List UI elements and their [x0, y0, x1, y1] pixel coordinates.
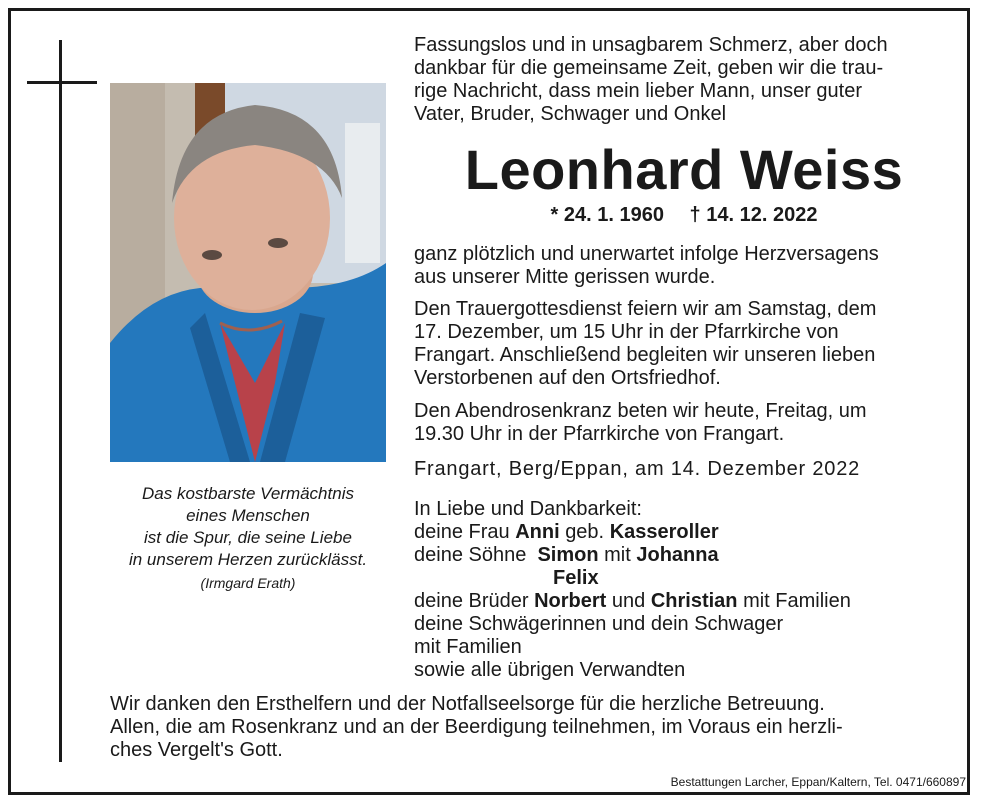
life-dates	[414, 204, 954, 227]
paragraph-line: Den Abendrosenkranz beten wir heute, Freitag, um	[414, 400, 867, 422]
family-inlaws: deine Schwägerinnen und dein Schwager	[414, 613, 784, 635]
intro-line: rige Nachricht, dass mein lieber Mann, unser guter	[414, 80, 862, 102]
paragraph-line: ches Vergelt's Gott.	[110, 739, 283, 761]
paragraph-line: 17. Dezember, um 15 Uhr in der Pfarrkirche von	[414, 321, 839, 343]
portrait-photo	[110, 83, 386, 462]
intro-line: Vater, Bruder, Schwager und Onkel	[414, 103, 727, 125]
intro-line: dankbar für die gemeinsame Zeit, geben wir die trau-	[414, 57, 884, 79]
paragraph-line: Allen, die am Rosenkranz und an der Beerdigung teilnehmen, im Voraus ein herzli-	[110, 716, 843, 738]
death-paragraph	[414, 243, 954, 289]
funeral-home-credit: Bestattungen Larcher, Eppan/Kaltern, Tel. 0471/660897	[670, 775, 966, 789]
intro-line: Fassungslos und in unsagbarem Schmerz, aber doch	[414, 34, 888, 56]
family-son2	[414, 567, 954, 590]
paragraph-line: Verstorbenen auf den Ortsfriedhof.	[414, 367, 721, 389]
quote-line: ist die Spur, die seine Liebe	[144, 528, 352, 547]
son-name: Felix	[553, 567, 599, 589]
paragraph-line: aus unserer Mitte gerissen wurde.	[414, 266, 716, 288]
deceased-name: Leonhard Weiss	[464, 138, 904, 201]
paragraph-line: ganz plötzlich und unerwartet infolge Herzversagens	[414, 243, 879, 265]
wife-name: Anni	[515, 521, 560, 543]
birth-date: * 24. 1. 1960	[550, 204, 664, 226]
paragraph-line: Wir danken den Ersthelfern und der Notfallseelsorge für die herzliche Betreuung.	[110, 693, 825, 715]
service-paragraph	[414, 298, 954, 390]
rosary-paragraph	[414, 400, 954, 446]
paragraph-line: Den Trauergottesdienst feiern wir am Samstag, dem	[414, 298, 877, 320]
place-date: Frangart, Berg/Eppan, am 14. Dezember 2022	[414, 458, 861, 480]
family-inlaws-2: mit Familien	[414, 636, 522, 658]
death-date: † 14. 12. 2022	[689, 204, 818, 226]
brother-name: Christian	[650, 590, 738, 612]
son-name: Simon	[537, 544, 599, 566]
cross-icon-bar	[27, 81, 97, 84]
quote-author: (Irmgard Erath)	[200, 575, 296, 591]
paragraph-line: 19.30 Uhr in der Pfarrkirche von Frangart.	[414, 423, 785, 445]
wife-maiden-name: Kasseroller	[609, 521, 719, 543]
quote-line: eines Menschen	[186, 506, 310, 525]
family-list	[414, 498, 954, 682]
quote-line: in unserem Herzen zurücklässt.	[128, 550, 368, 569]
thanks-paragraph	[110, 693, 954, 762]
family-intro: In Liebe und Dankbarkeit:	[414, 498, 642, 520]
family-relatives: sowie alle übrigen Verwandten	[414, 659, 686, 681]
son-partner-name: Johanna	[636, 544, 719, 566]
cross-icon	[59, 40, 62, 762]
quote-line: Das kostbarste Vermächtnis	[142, 484, 354, 503]
family-sons: deine Söhne Simon mit Johanna	[414, 544, 719, 566]
intro-paragraph	[414, 34, 954, 126]
family-brothers: deine Brüder Norbert und Christian mit Familien	[414, 590, 851, 612]
family-wife: deine Frau Anni geb. Kasseroller	[414, 521, 719, 543]
brother-name: Norbert	[534, 590, 607, 612]
memorial-quote	[110, 483, 386, 571]
paragraph-line: Frangart. Anschließend begleiten wir unseren lieben	[414, 344, 876, 366]
